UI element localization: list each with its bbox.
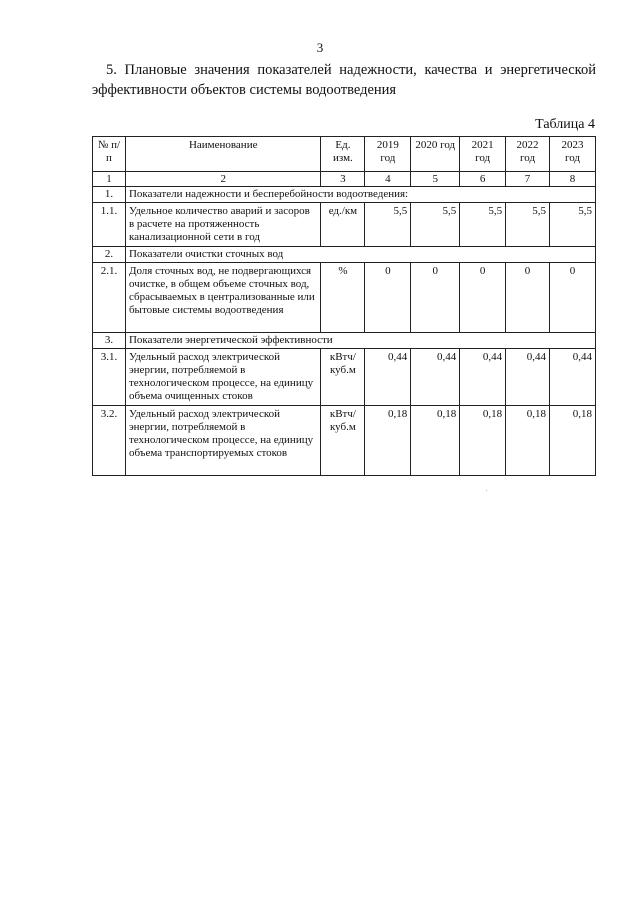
unit-cell: кВтч/ куб.м [321,406,365,476]
value-2021: 0,44 [460,349,506,406]
row-number: 1. [93,187,126,203]
header-2019: 2019 год [365,137,411,172]
unit-cell: кВтч/ куб.м [321,349,365,406]
header-2020: 2020 год [411,137,460,172]
header-2023: 2023 год [550,137,596,172]
row-number: 2. [93,247,126,263]
section-title: Показатели надежности и бесперебойности водоотведения: [125,187,595,203]
row-number: 1.1. [93,203,126,247]
value-2020: 0 [411,263,460,333]
value-2021: 0,18 [460,406,506,476]
row-number: 3.2. [93,406,126,476]
indicator-name: Удельный расход электрической энергии, потребляемой в технологическом процессе, на единицу объема очищенных стоков [125,349,321,406]
value-2020: 0,44 [411,349,460,406]
unit-cell: ед./км [321,203,365,247]
value-2023: 5,5 [550,203,596,247]
value-2019: 0,44 [365,349,411,406]
indicator-name: Удельное количество аварий и засоров в расчете на протяженность канализационной сети в год [125,203,321,247]
section-row [93,333,596,349]
value-2022: 0,44 [506,349,550,406]
table-row [93,406,596,476]
table-row [93,263,596,333]
header-name: Наименование [125,137,321,172]
indicators-table [92,136,596,476]
scan-speck [486,490,487,491]
column-number: 7 [506,172,550,187]
value-2019: 5,5 [365,203,411,247]
header-unit: Ед. изм. [321,137,365,172]
value-2022: 0,18 [506,406,550,476]
indicator-name: Доля сточных вод, не подвергающихся очистке, в общем объеме сточных вод, сбрасываемых в централизованные или бытовые системы водоотведения [125,263,321,333]
row-number: 3. [93,333,126,349]
section-heading: 5. Плановые значения показателей надежности, качества и энергетической эффективности объектов системы водоотведения [92,62,596,98]
column-number: 2 [125,172,321,187]
column-number: 3 [321,172,365,187]
value-2020: 5,5 [411,203,460,247]
section-title: Показатели очистки сточных вод [125,247,595,263]
value-2022: 0 [506,263,550,333]
indicator-name: Удельный расход электрической энергии, потребляемой в технологическом процессе, на единицу объема транспортируемых стоков [125,406,321,476]
row-number: 3.1. [93,349,126,406]
value-2023: 0 [550,263,596,333]
page-number: 3 [316,40,324,55]
column-number: 4 [365,172,411,187]
value-2022: 5,5 [506,203,550,247]
row-number: 2.1. [93,263,126,333]
value-2021: 0 [460,263,506,333]
header-num: № п/п [93,137,126,172]
value-2019: 0,18 [365,406,411,476]
table-row [93,203,596,247]
table-caption: Таблица 4 [535,117,595,132]
header-2022: 2022 год [506,137,550,172]
column-number: 8 [550,172,596,187]
table-row [93,349,596,406]
table-header-row [93,137,596,172]
value-2020: 0,18 [411,406,460,476]
column-number: 6 [460,172,506,187]
value-2023: 0,18 [550,406,596,476]
header-2021: 2021 год [460,137,506,172]
section-row [93,247,596,263]
unit-cell: % [321,263,365,333]
column-number: 5 [411,172,460,187]
section-row [93,187,596,203]
section-title: Показатели энергетической эффективности [125,333,595,349]
column-number: 1 [93,172,126,187]
column-number-row [93,172,596,187]
value-2021: 5,5 [460,203,506,247]
value-2019: 0 [365,263,411,333]
value-2023: 0,44 [550,349,596,406]
